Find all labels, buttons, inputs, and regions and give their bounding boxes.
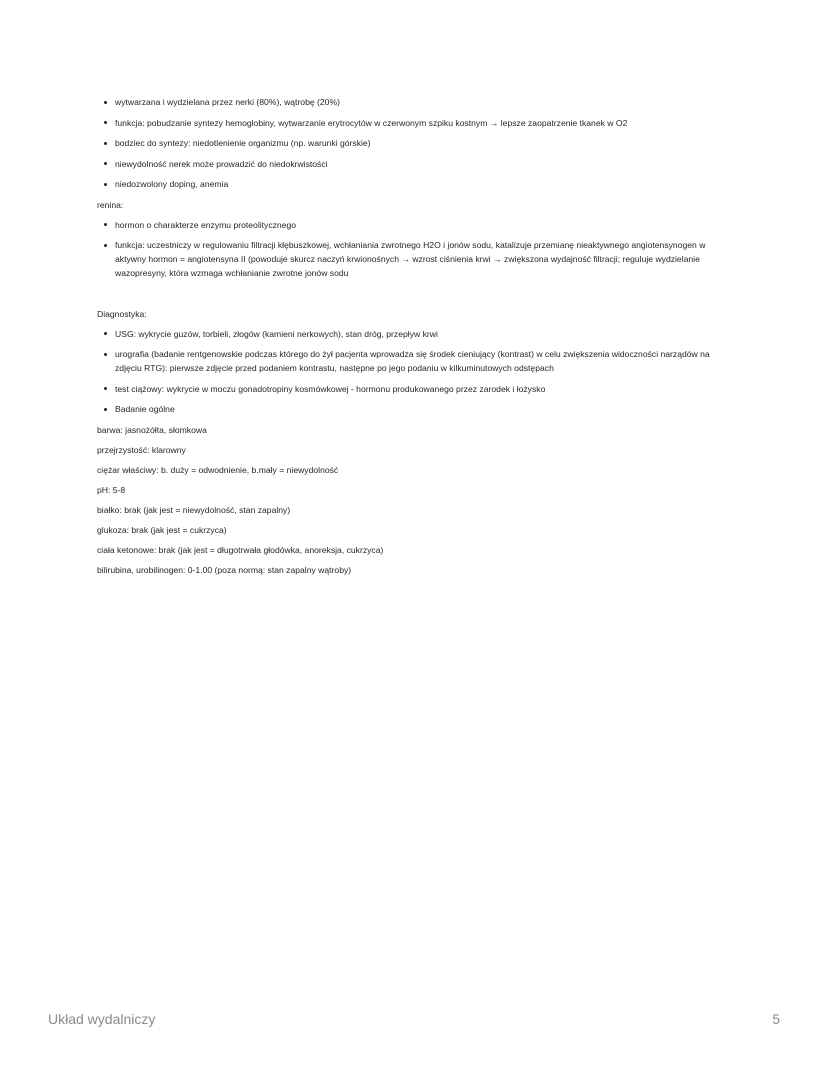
list-item: USG: wykrycie guzów, torbieli, złogów (kamieni nerkowych), stan dróg, przepływ krwi — [97, 327, 737, 341]
list-item: Badanie ogólne — [97, 402, 737, 416]
list-item: bodziec do syntezy: niedotlenienie organizmu (np. warunki górskie) — [97, 136, 737, 150]
list-item: hormon o charakterze enzymu proteolitycznego — [97, 218, 737, 232]
urine-param: barwa: jasnożółta, słomkowa — [97, 424, 207, 435]
section-spacer — [97, 287, 737, 307]
diagnostyka-heading: Diagnostyka: — [97, 308, 147, 319]
urine-param: glukoza: brak (jak jest = cukrzyca) — [97, 524, 227, 535]
urine-param: pH: 5-8 — [97, 484, 126, 495]
renina-list — [97, 218, 737, 281]
list-item: funkcja: uczestniczy w regulowaniu filtracji kłębuszkowej, wchłaniania zwrotnego H2O i jonów sodu, katalizuje przemianę nieaktywnego angiotensynogen w aktywny hormon = angiotensyna II (powoduje skurcz naczyń krwionośnych → wzrost ciśnienia krwi → zwiększona wydajność filtracji; reguluje wydzielanie wazopresyny, która wzmaga wchłanianie zwrotne jonów sodu — [97, 238, 737, 280]
list-item: niewydolność nerek może prowadzić do niedokrwistości — [97, 157, 737, 171]
urine-param: przejrzystość: klarowny — [97, 444, 186, 455]
epo-list — [97, 95, 737, 191]
page-content — [97, 95, 737, 583]
urine-param: ciężar właściwy: b. duży = odwodnienie, b.mały = niewydolność — [97, 464, 339, 475]
list-item: niedozwolony doping, anemia — [97, 177, 737, 191]
urine-param: bilirubina, urobilinogen: 0-1.00 (poza normą: stan zapalny wątroby) — [97, 564, 352, 575]
list-item: urografia (badanie rentgenowskie podczas którego do żył pacjenta wprowadza się środek cieniujący (kontrast) w celu zwiększenia widoczności narządów na zdjęciu RTG): pierwsze zdjęcie przed podaniem kontrastu, następne po jego podaniu w kilkuminutowych odstępach — [97, 347, 737, 375]
renina-heading: renina: — [97, 199, 124, 210]
page-number: 5 — [772, 1011, 780, 1027]
footer-title: Układ wydalniczy — [48, 1011, 156, 1027]
urine-param: białko: brak (jak jest = niewydolność, stan zapalny) — [97, 504, 291, 515]
list-item: test ciążowy: wykrycie w moczu gonadotropiny kosmówkowej - hormonu produkowanego przez zarodek i łożysko — [97, 382, 737, 396]
list-item: funkcja: pobudzanie syntezy hemoglobiny, wytwarzanie erytrocytów w czerwonym szpiku kostnym → lepsze zaopatrzenie tkanek w O2 — [97, 116, 737, 130]
urine-param: ciała ketonowe: brak (jak jest = długotrwała głodówka, anoreksja, cukrzyca) — [97, 544, 384, 555]
diagnostyka-list — [97, 327, 737, 417]
list-item: wytwarzana i wydzielana przez nerki (80%), wątrobę (20%) — [97, 95, 737, 109]
